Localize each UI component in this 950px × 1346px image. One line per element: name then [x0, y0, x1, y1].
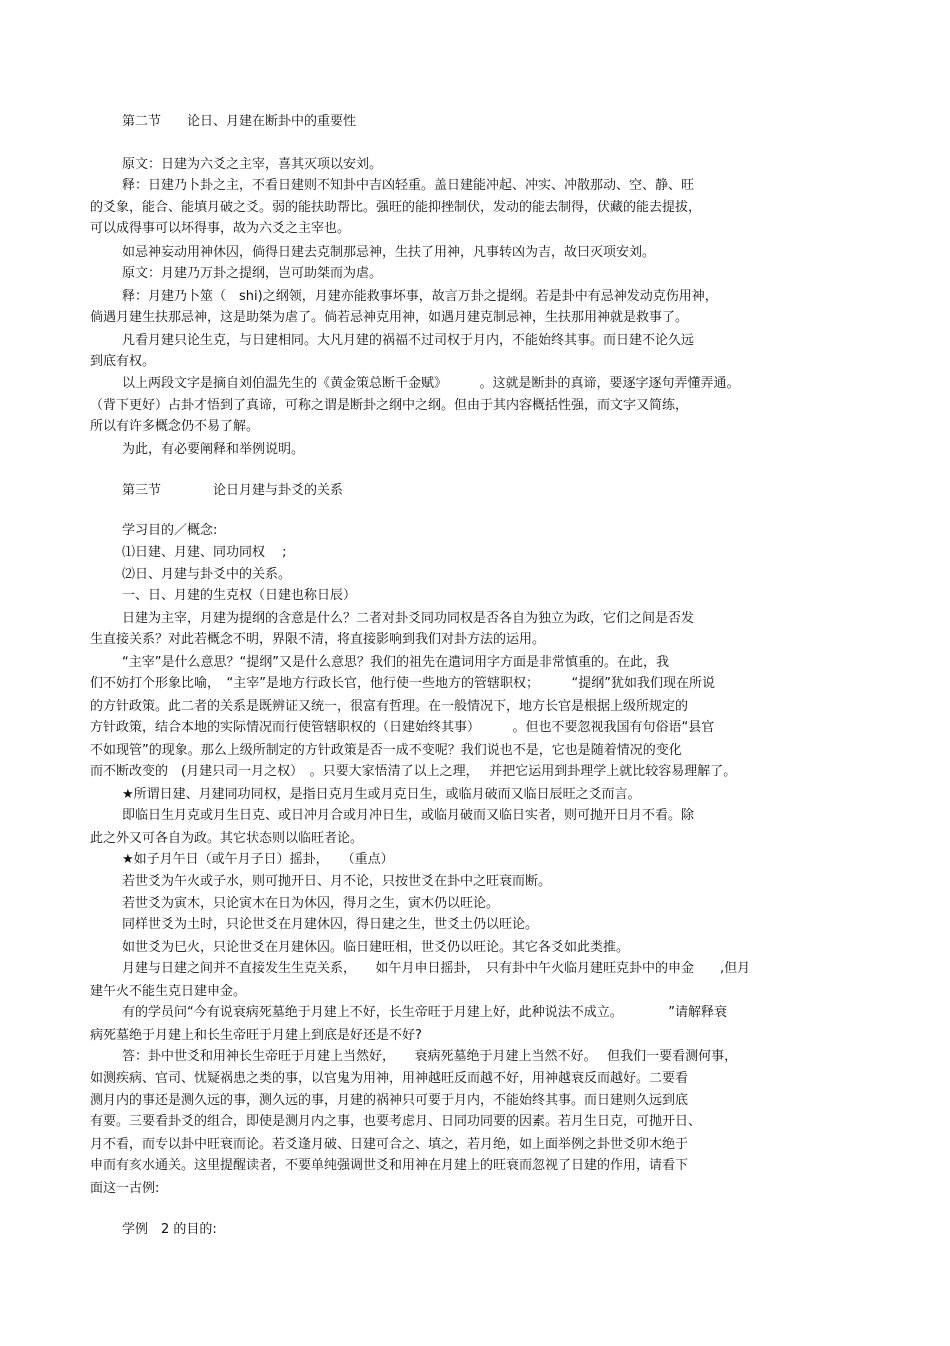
paragraph-line: 如忌神妄动用神休囚，倘得日建去克制那忌神，生扶了用神，凡事转凶为吉，故曰灭项安刘。: [122, 245, 656, 260]
paragraph-line: 可以成得事可以坏得事，故为六爻之主宰也。: [90, 221, 351, 236]
paragraph-line: 此之外又可各自为政。其它状态则以临旺者论。: [90, 831, 364, 846]
paragraph-line: 生直接关系？对此若概念不明，界限不清，将直接影响到我们对卦方法的运用。: [90, 632, 546, 647]
paragraph-line: 方针政策，结合本地的实际情况而行使管辖职权的（日建始终其事） 。但也不要忽视我国有句俗语“县官: [90, 720, 715, 735]
paragraph-line: “主宰”是什么意思？“提纲”又是什么意思？我们的祖先在遣词用字方面是非常慎重的。在此，我: [122, 655, 669, 670]
paragraph-line: 为此，有必要阐释和举例说明。: [122, 442, 305, 457]
paragraph-line: 而不断改变的 (月建只司一月之权） 。只要大家悟清了以上之理， 并把它运用到卦理学上就比较容易理解了。: [90, 764, 737, 779]
paragraph-line: 同样世爻为土时，只论世爻在月建休囚，得日建之生，世爻土仍以旺论。: [122, 917, 539, 932]
paragraph-line: 所以有许多概念仍不易了解。: [90, 419, 260, 434]
section-2-heading: 第二节 论日、月建在断卦中的重要性: [122, 114, 357, 129]
paragraph-line: 月不看，而专以卦中旺衰而论。若爻逢月破、日建可合之、填之，若月绝，如上面举例之卦世爻卯木绝于: [90, 1137, 689, 1152]
paragraph-line: 倘遇月建生扶那忌神，这是助桀为虐了。倘若忌神克用神，如遇月建克制忌神，生扶那用神就是救事了。: [90, 310, 689, 325]
paragraph-line: ⑴日建、月建、同功同权 ;: [122, 545, 287, 560]
example-label: 学例 2 的目的:: [122, 1222, 217, 1237]
paragraph-line: 的爻象，能合、能填月破之爻。弱的能扶助帮比。强旺的能抑挫制伏，发动的能去制得，伏藏的能去提拔，: [90, 200, 702, 215]
paragraph-line: 原文：月建乃万卦之提纲，岂可助桀而为虐。: [122, 266, 383, 281]
paragraph-line: 测月内的事还是测久远的事，测久远的事，月建的祸神只可要于月内，不能始终其事。而日建则久远到底: [90, 1093, 689, 1108]
paragraph-line: 月建与日建之间并不直接发生生克关系， 如午月申日摇卦， 只有卦中午火临月建旺克卦中的申金 ,但月: [122, 961, 751, 976]
paragraph-line: 们不妨打个形象比喻， “主宰”是地方行政长官，他行使一些地方的管辖职权； “提纲”犹如我们现在所说: [90, 676, 715, 691]
paragraph-line: 面这一古例:: [90, 1181, 160, 1196]
paragraph-line: 凡看月建只论生克，与日建相同。大凡月建的祸福不过司权于月内，不能始终其事。而日建不论久远: [122, 333, 695, 348]
paragraph-line: 释：月建乃卜筮（ shi)之纲领，月建亦能救事坏事，故言万卦之提纲。若是卦中有忌神发动克伤用神，: [122, 289, 718, 304]
paragraph-line: 日建为主宰，月建为提纲的含意是什么？二者对卦爻同功同权是否各自为独立为政，它们之间是否发: [122, 611, 695, 626]
paragraph-line: 如世爻为巳火，只论世爻在月建休囚。临日建旺相，世爻仍以旺论。其它各爻如此类推。: [122, 940, 630, 955]
paragraph-line: 若世爻为午火或子水，则可抛开日、月不论，只按世爻在卦中之旺衰而断。: [122, 874, 552, 889]
paragraph-line: 若世爻为寅木，只论寅木在日为休囚，得月之生，寅木仍以旺论。: [122, 896, 500, 911]
paragraph-line: 学习目的／概念:: [122, 523, 218, 538]
paragraph-line: 的方针政策。此二者的关系是既辨证又统一，很富有哲理。在一般情况下，地方长官是根据上级所规定的: [90, 699, 689, 714]
paragraph-line: 有的学员问“今有说衰病死墓绝于月建上不好，长生帝旺于月建上好，此种说法不成立。 ”请解释衰: [122, 1005, 727, 1020]
paragraph-line: 到底有权。: [90, 354, 156, 369]
paragraph-line: 原文：日建为六爻之主宰，喜其灭项以安刘。: [122, 157, 383, 172]
paragraph-line: 有要。三要看卦爻的组合，即使是测月内之事，也要考虑月、日同功同要的因素。若月生日克，可抛开日、: [90, 1114, 702, 1129]
paragraph-line: 以上两段文字是摘自刘伯温先生的《黄金策总断千金赋》 。这就是断卦的真谛，要逐字逐句弄懂弄通。: [122, 376, 740, 391]
paragraph-line: （背下更好）占卦才悟到了真谛，可称之谓是断卦之纲中之纲。但由于其内容概括性强，而文字又简练，: [90, 398, 689, 413]
paragraph-line: 不如现管”的现象。那么上级所制定的方针政策是否一成不变呢？我们说也不是，它也是随着情况的变化: [90, 743, 682, 758]
paragraph-line: 申而有亥水通关。这里提醒读者，不要单纯强调世爻和用神在月建上的旺衰而忽视了日建的作用，请看下: [90, 1158, 689, 1173]
paragraph-line: 建午火不能生克日建申金。: [90, 984, 247, 999]
paragraph-line: 释：日建乃卜卦之主，不看日建则不知卦中吉凶轻重。盖日建能冲起、冲实、冲散那动、空、静、旺: [122, 178, 695, 193]
paragraph-line: 如测疾病、官司、忧疑祸患之类的事，以官鬼为用神，用神越旺反而越不好，用神越衰反而越好。二要看: [90, 1071, 689, 1086]
paragraph-line: ★所谓日建、月建同功同权，是指日克月生或月克日生，或临月破而又临日辰旺之爻而言。: [122, 787, 641, 802]
paragraph-line: ★如子月午日（或午月子日）摇卦， （重点）: [122, 852, 394, 867]
paragraph-line: 即临日生月克或月生日克、或日冲月合或月冲日生，或临月破而又临日实者，则可抛开日月不看。除: [122, 808, 695, 823]
paragraph-line: 答：卦中世爻和用神长生帝旺于月建上当然好， 衰病死墓绝于月建上当然不好。 但我们一要看测何事，: [122, 1049, 738, 1064]
paragraph-line: ⑵日、月建与卦爻中的关系。: [122, 567, 292, 582]
paragraph-line: 一、日、月建的生克权（日建也称日辰）: [122, 588, 357, 603]
paragraph-line: 病死墓绝于月建上和长生帝旺于月建上到底是好还是不好?: [90, 1028, 422, 1043]
section-3-heading: 第三节 论日月建与卦爻的关系: [122, 483, 344, 498]
